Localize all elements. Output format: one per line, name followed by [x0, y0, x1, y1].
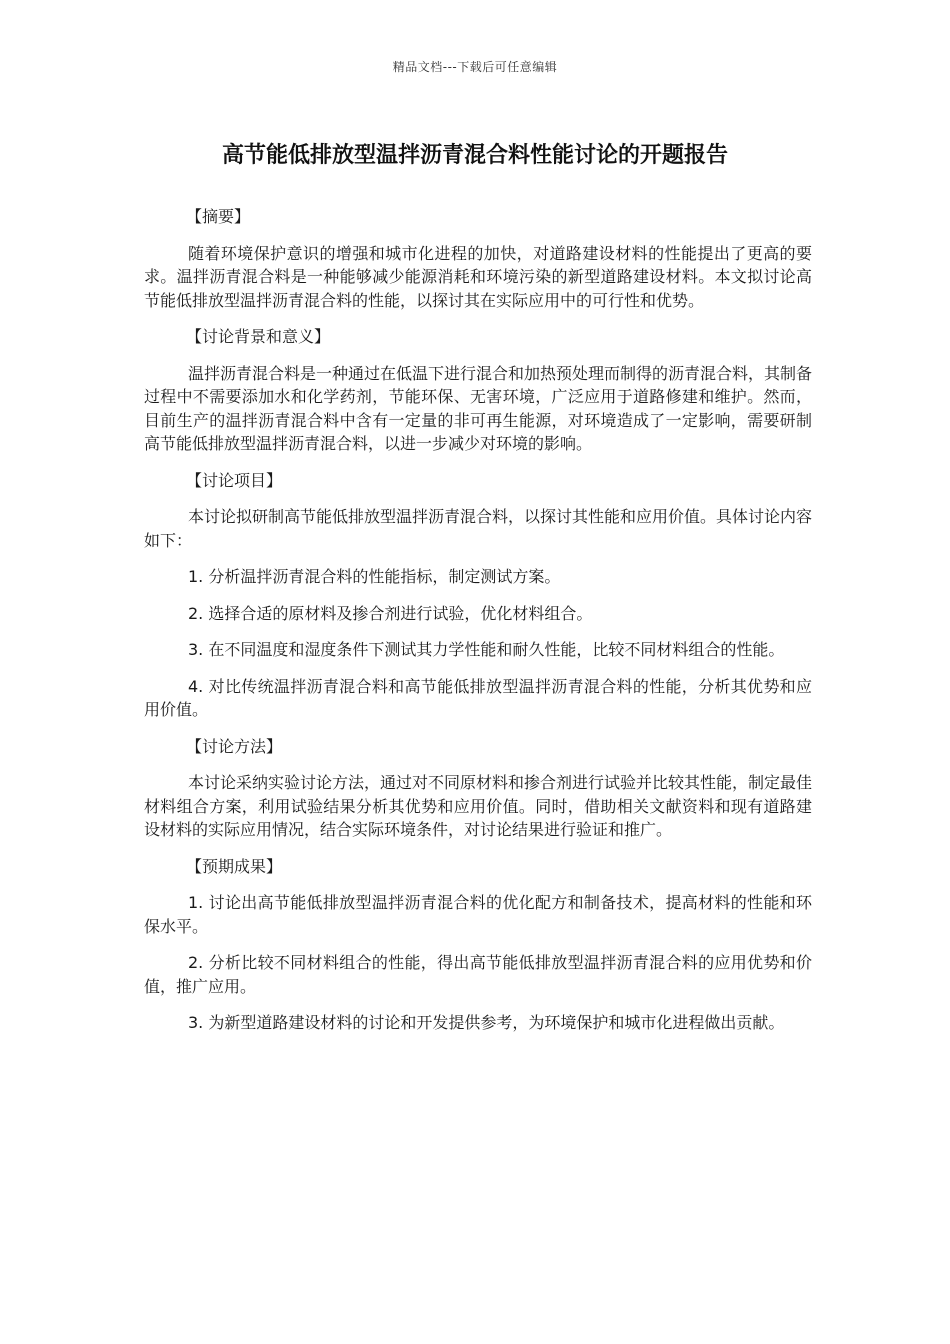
project-paragraph: 本讨论拟研制高节能低排放型温拌沥青混合料，以探讨其性能和应用价值。具体讨论内容如下： — [144, 507, 813, 550]
background-paragraph: 温拌沥青混合料是一种通过在低温下进行混合和加热预处理而制得的沥青混合料，其制备过程中不需要添加水和化学药剂，节能环保、无害环境，广泛应用于道路修建和维护。然而，目前生产的温拌沥青混合料中含有一定量的非可再生能源，对环境造成了一定影响，需要研制高节能低排放型温拌沥青混合料，以进一步减少对环境的影响。 — [144, 363, 813, 453]
results-list-item: 2. 分析比较不同材料组合的性能，得出高节能低排放型温拌沥青混合料的应用优势和价值，推广应用。 — [144, 953, 812, 996]
project-list-item: 3. 在不同温度和湿度条件下测试其力学性能和耐久性能，比较不同材料组合的性能。 — [188, 640, 785, 659]
document-title: 高节能低排放型温拌沥青混合料性能讨论的开题报告 — [221, 143, 728, 168]
header-note: 精品文档---下载后可任意编辑 — [392, 60, 558, 74]
project-list-item: 1. 分析温拌沥青混合料的性能指标，制定测试方案。 — [188, 567, 561, 586]
document-body — [144, 205, 812, 1048]
section-heading-background: 【讨论背景和意义】 — [186, 327, 331, 346]
section-heading-abstract: 【摘要】 — [186, 207, 251, 226]
method-paragraph: 本讨论采纳实验讨论方法，通过对不同原材料和掺合剂进行试验并比较其性能，制定最佳材料组合方案，利用试验结果分析其优势和应用价值。同时，借助相关文献资料和现有道路建设材料的实际应用情况，结合实际环境条件，对讨论结果进行验证和推广。 — [144, 773, 813, 839]
section-heading-method: 【讨论方法】 — [186, 736, 283, 756]
results-list-item: 1. 讨论出高节能低排放型温拌沥青混合料的优化配方和制备技术，提高材料的性能和环保水平。 — [144, 893, 812, 936]
project-list-item: 2. 选择合适的原材料及掺合剂进行试验，优化材料组合。 — [188, 603, 593, 623]
section-heading-results: 【预期成果】 — [186, 856, 283, 876]
section-heading-project: 【讨论项目】 — [186, 470, 283, 490]
project-list-item: 4. 对比传统温拌沥青混合料和高节能低排放型温拌沥青混合料的性能，分析其优势和应用价值。 — [144, 676, 812, 719]
results-list-item: 3. 为新型道路建设材料的讨论和开发提供参考，为环境保护和城市化进程做出贡献。 — [188, 1013, 785, 1032]
abstract-paragraph: 随着环境保护意识的增强和城市化进程的加快，对道路建设材料的性能提出了更高的要求。温拌沥青混合料是一种能够减少能源消耗和环境污染的新型道路建设材料。本文拟讨论高节能低排放型温拌沥青混合料的性能，以探讨其在实际应用中的可行性和优势。 — [144, 243, 812, 310]
